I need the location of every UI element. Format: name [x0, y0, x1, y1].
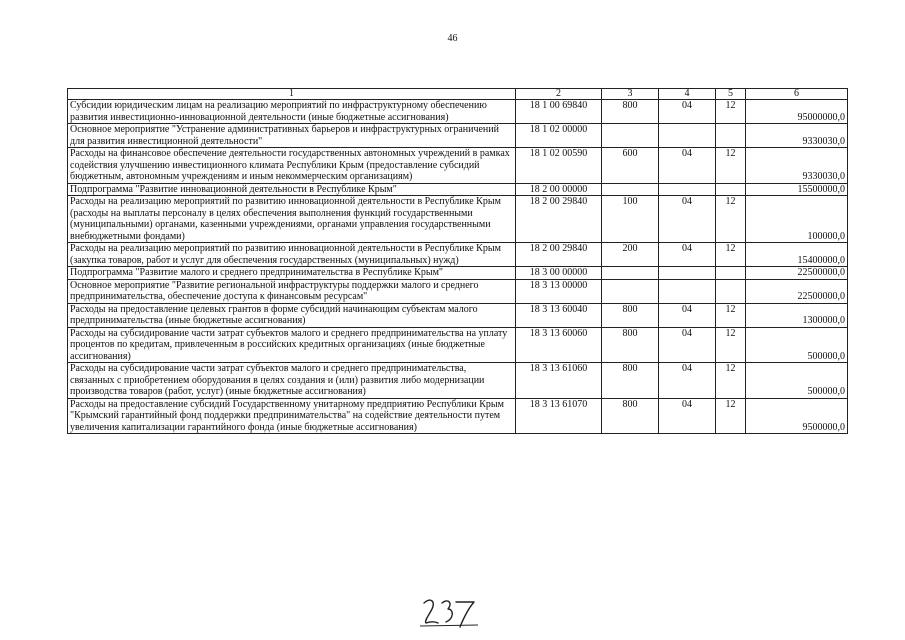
cell-amount: 22500000,0 [746, 267, 848, 280]
cell-expense-type: 800 [602, 398, 659, 434]
cell-expense-type: 200 [602, 243, 659, 267]
cell-subsection: 12 [716, 398, 746, 434]
cell-expense-type [602, 279, 659, 303]
table-row [68, 398, 848, 434]
cell-amount: 9330030,0 [746, 124, 848, 148]
cell-amount: 9330030,0 [746, 148, 848, 184]
table-row [68, 243, 848, 267]
cell-section: 04 [659, 148, 716, 184]
cell-subsection: 12 [716, 100, 746, 124]
cell-description: Расходы на предоставление целевых грантов в форме субсидий начинающим субъектам малого предпринимательства (иные бюджетные ассигнования) [68, 303, 516, 327]
cell-amount: 500000,0 [746, 363, 848, 399]
cell-section: 04 [659, 243, 716, 267]
cell-section [659, 183, 716, 196]
budget-table [67, 88, 848, 434]
cell-expense-type: 800 [602, 327, 659, 363]
cell-amount: 15500000,0 [746, 183, 848, 196]
table-row [68, 100, 848, 124]
cell-subsection: 12 [716, 363, 746, 399]
table-header-row [68, 89, 848, 100]
cell-target-code: 18 3 13 61070 [516, 398, 602, 434]
table-row [68, 303, 848, 327]
cell-description: Расходы на субсидирование части затрат субъектов малого и среднего предпринимательства на уплату процентов по кредитам, привлеченным в российских кредитных организациях (иные бюджетные ассигнования) [68, 327, 516, 363]
cell-target-code: 18 2 00 00000 [516, 183, 602, 196]
cell-description: Субсидии юридическим лицам на реализацию мероприятий по инфраструктурному обеспечению развития инвестиционно-инновационной деятельности (иные бюджетные ассигнования) [68, 100, 516, 124]
cell-section: 04 [659, 327, 716, 363]
cell-description: Подпрограмма "Развитие инновационной деятельности в Республике Крым" [68, 183, 516, 196]
cell-subsection [716, 124, 746, 148]
page-number: 46 [447, 33, 458, 44]
cell-expense-type: 800 [602, 100, 659, 124]
cell-expense-type: 800 [602, 303, 659, 327]
cell-description: Расходы на финансовое обеспечение деятельности государственных автономных учреждений в рамках содействия улучшению инвестиционного климата Республики Крым (предоставление субсидий бюджетным, автономным учреждениям и иным некоммерческим организациям) [68, 148, 516, 184]
header-col-2: 2 [516, 89, 602, 100]
cell-subsection: 12 [716, 303, 746, 327]
header-col-6: 6 [746, 89, 848, 100]
cell-description: Расходы на реализацию мероприятий по развитию инновационной деятельности в Республике Крым (закупка товаров, работ и услуг для обеспечения государственных (муниципальных) нужд) [68, 243, 516, 267]
header-col-4: 4 [659, 89, 716, 100]
cell-section: 04 [659, 303, 716, 327]
cell-target-code: 18 3 00 00000 [516, 267, 602, 280]
cell-subsection: 12 [716, 243, 746, 267]
cell-amount: 500000,0 [746, 327, 848, 363]
cell-description: Расходы на реализацию мероприятий по развитию инновационной деятельности в Республике Крым (расходы на выплаты персоналу в целях обеспечения выполнения функций государственными (муниципальными) органами, казенными учреждениями, органами управления государственными внебюджетными фондами) [68, 196, 516, 243]
cell-expense-type [602, 267, 659, 280]
table-row [68, 183, 848, 196]
cell-target-code: 18 2 00 29840 [516, 196, 602, 243]
cell-expense-type [602, 124, 659, 148]
cell-description: Расходы на предоставление субсидий Государственному унитарному предприятию Республики Крым "Крымский гарантийный фонд поддержки предпринимательства" на содействие деятельности путем увеличения капитализации гарантийного фонда (иные бюджетные ассигнования) [68, 398, 516, 434]
cell-target-code: 18 3 13 60040 [516, 303, 602, 327]
cell-subsection [716, 183, 746, 196]
cell-section [659, 279, 716, 303]
table-row [68, 363, 848, 399]
cell-description: Основное мероприятие "Устранение административных барьеров и инфраструктурных ограничений для развития инвестиционной деятельности" [68, 124, 516, 148]
header-col-5: 5 [716, 89, 746, 100]
cell-target-code: 18 1 00 69840 [516, 100, 602, 124]
table-row [68, 267, 848, 280]
cell-expense-type: 100 [602, 196, 659, 243]
cell-section: 04 [659, 363, 716, 399]
cell-subsection [716, 279, 746, 303]
cell-target-code: 18 2 00 29840 [516, 243, 602, 267]
cell-description: Подпрограмма "Развитие малого и среднего предпринимательства в Республике Крым" [68, 267, 516, 280]
cell-description: Расходы на субсидирование части затрат субъектов малого и среднего предпринимательства, связанных с приобретением оборудования в целях создания и (или) развития либо модернизации производства товаров (работ, услуг) (иные бюджетные ассигнования) [68, 363, 516, 399]
header-col-3: 3 [602, 89, 659, 100]
cell-subsection: 12 [716, 327, 746, 363]
cell-target-code: 18 3 13 00000 [516, 279, 602, 303]
table-body [68, 100, 848, 434]
cell-description: Основное мероприятие "Развитие региональной инфраструктуры поддержки малого и среднего предпринимательства, обеспечение доступа к финансовым ресурсам" [68, 279, 516, 303]
cell-section [659, 267, 716, 280]
cell-amount: 1300000,0 [746, 303, 848, 327]
table-row [68, 148, 848, 184]
cell-target-code: 18 1 02 00000 [516, 124, 602, 148]
cell-amount: 22500000,0 [746, 279, 848, 303]
cell-expense-type: 600 [602, 148, 659, 184]
table-row [68, 279, 848, 303]
cell-target-code: 18 3 13 60060 [516, 327, 602, 363]
cell-amount: 9500000,0 [746, 398, 848, 434]
cell-subsection [716, 267, 746, 280]
cell-expense-type: 800 [602, 363, 659, 399]
cell-section: 04 [659, 196, 716, 243]
cell-subsection: 12 [716, 196, 746, 243]
cell-amount: 100000,0 [746, 196, 848, 243]
cell-amount: 15400000,0 [746, 243, 848, 267]
cell-subsection: 12 [716, 148, 746, 184]
table-row [68, 196, 848, 243]
cell-section [659, 124, 716, 148]
handwritten-signature [420, 597, 480, 629]
cell-section: 04 [659, 398, 716, 434]
cell-section: 04 [659, 100, 716, 124]
cell-amount: 95000000,0 [746, 100, 848, 124]
header-col-1: 1 [68, 89, 516, 100]
cell-expense-type [602, 183, 659, 196]
table-row [68, 327, 848, 363]
table-row [68, 124, 848, 148]
cell-target-code: 18 3 13 61060 [516, 363, 602, 399]
cell-target-code: 18 1 02 00590 [516, 148, 602, 184]
